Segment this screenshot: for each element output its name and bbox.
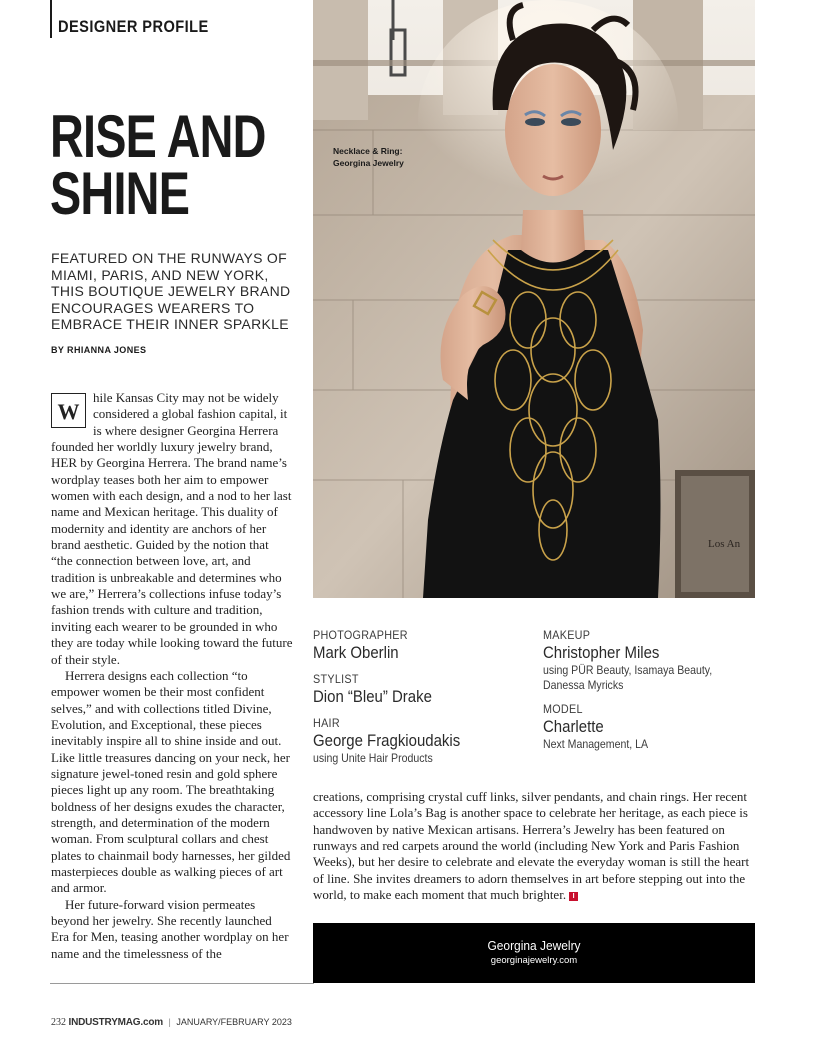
advertiser-name: Georgina Jewelry xyxy=(487,938,581,953)
article-title xyxy=(50,103,266,227)
credit-hair xyxy=(313,716,480,766)
credits-column-right xyxy=(543,628,735,761)
credit-makeup xyxy=(543,628,735,693)
page-footer xyxy=(51,1017,292,1028)
end-mark-icon: I xyxy=(569,892,578,901)
article-dek: FEATURED ON THE RUNWAYS OF MIAMI, PARIS, AND NEW YORK, THIS BOUTIQUE JEWELRY BRAND ENCOURAGES WEARERS TO EMBRACE THEIR INNER SPARKLE xyxy=(51,250,291,332)
footer-rule xyxy=(50,983,314,984)
photo-caption-line-2: Georgina Jewelry xyxy=(333,158,404,168)
article-title-line-2: SHINE xyxy=(50,160,190,227)
section-label: DESIGNER PROFILE xyxy=(58,17,209,36)
body-paragraph-3: Her future-forward vision permeates beyond her jewelry. She recently launched Era for Men, teasing another wordplay on her name and the timelessness of the xyxy=(51,896,289,961)
credit-name: Mark Oberlin xyxy=(313,643,399,662)
credit-stylist xyxy=(313,672,480,707)
body-paragraph-1-text: hile Kansas City may not be widely considered a global fashion capital, it is where designer Georgina Herrera founded her worldly luxury jewelry brand, HER by Georgina Herrera. The brand name’s wordplay teases both her aim to empower women with each design, and a nod to her last name and Mexican heritage. This duality of modernity and identity are anchors of her brand aesthetic. Guided by the notion that “the connection between love, art, and tradition is unbreakable and determines who we are,” Herrera’s collections infuse today’s fashion trends with culture and tradition, inviting each wearer to be grounded in who they are today while looking toward the future of their style. xyxy=(51,390,293,667)
advertiser-box xyxy=(313,923,755,983)
credit-role: STYLIST xyxy=(313,672,359,686)
page-number: 232 xyxy=(51,1017,66,1028)
credit-name: Christopher Miles xyxy=(543,643,660,662)
section-rule xyxy=(50,0,52,38)
body-column-right xyxy=(313,789,755,903)
credit-photographer xyxy=(313,628,480,663)
body-paragraph-4: creations, comprising crystal cuff links, silver pendants, and chain rings. Her recent accessory line Lola’s Bag is another space to celebrate her heritage, as each piece is handwoven by native Mexican artisans. Herrera’s Jewelry has been featured on runways and red carpets around the world (including New York and Paris Fashion Weeks), but her desire to celebrate and elevate the everyday woman is still the heart of line. She invites dreamers to adorn themselves in art before stepping out into the world, to make each moment that much brighter. xyxy=(313,789,750,903)
sign-text: Los An xyxy=(708,538,741,550)
credit-name: Charlette xyxy=(543,717,604,736)
credit-role: PHOTOGRAPHER xyxy=(313,628,408,642)
model-photo xyxy=(313,0,755,598)
credit-role: HAIR xyxy=(313,716,340,730)
credit-note: using PÜR Beauty, Isamaya Beauty, xyxy=(543,663,713,677)
credit-name: George Fragkioudakis xyxy=(313,731,461,750)
credit-note: using Unite Hair Products xyxy=(313,751,433,765)
model-photo-illustration xyxy=(313,0,755,598)
credit-model xyxy=(543,702,735,752)
advertiser-url[interactable]: georginajewelry.com xyxy=(490,955,578,966)
body-paragraph-2: Herrera designs each collection “to empower women be their most confident selves,” and with collections titled Divine, Evolution, and Exceptional, these pieces inevitably inspire all to shine inside and out. Like little treasures dancing on your neck, her signature jewel-toned resin and gold sphere pieces light up any room. The breathtaking boldness of her designs exudes the character, strength, and determination of the modern woman. From sculptural collars and chest plates to chainmail body harnesses, her gilded masterpieces double as walking pieces of art and armor. xyxy=(51,667,291,896)
body-column-left xyxy=(51,390,293,962)
photo-caption xyxy=(333,145,404,169)
drop-cap: W xyxy=(51,393,86,428)
credit-note: Next Management, LA xyxy=(543,737,649,751)
footer-separator: | xyxy=(168,1017,171,1027)
credit-name: Dion “Bleu” Drake xyxy=(313,687,432,706)
photo-caption-line-1: Necklace & Ring: xyxy=(333,146,403,156)
magazine-brand: INDUSTRYMAG.com xyxy=(68,1017,163,1028)
body-paragraph-1 xyxy=(51,390,293,668)
credit-role: MAKEUP xyxy=(543,628,591,642)
credits-column-left xyxy=(313,628,480,775)
byline: BY RHIANNA JONES xyxy=(51,345,147,355)
article-title-line-1: RISE AND xyxy=(50,103,266,170)
credit-note: Danessa Myricks xyxy=(543,678,624,692)
issue-date: JANUARY/FEBRUARY 2023 xyxy=(176,1017,292,1027)
credit-role: MODEL xyxy=(543,702,583,716)
